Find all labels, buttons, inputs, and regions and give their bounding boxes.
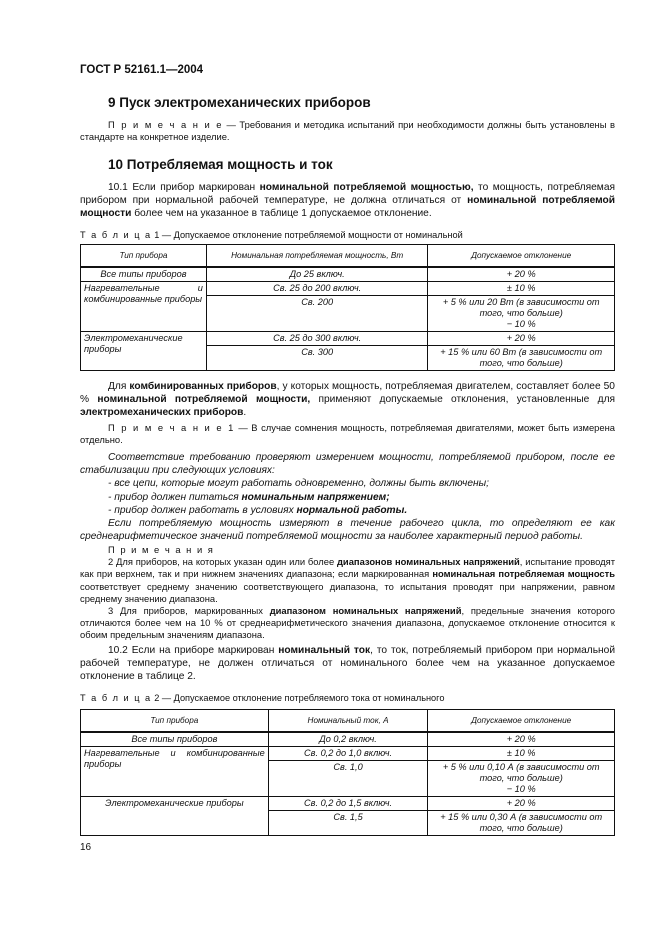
table-cell: + 15 % или 0,30 А (в зависимости от того, что больше) [428, 810, 615, 835]
paragraph-10-2 [80, 644, 615, 684]
term: нормальной работы. [296, 504, 408, 516]
text: 10.2 Если на приборе маркирован [108, 645, 279, 656]
compliance-line [80, 491, 615, 504]
note-2 [80, 556, 615, 605]
table-cell: Св. 25 до 200 включ. [206, 281, 427, 295]
caption-text: 1 — Допускаемое отклонение потребляемой мощности от номинальной [151, 230, 463, 240]
text: то мощность, потребляемая прибором при нормальной рабочей температуре, не должна отличаться от [80, 182, 615, 207]
section-10-title: 10 Потребляемая мощность и ток [108, 157, 333, 172]
compliance-block [80, 451, 615, 543]
table-header: Номинальная потребляемая мощность, Вт [206, 245, 427, 267]
text: , у которых мощность, потребляемая двигателем, составляет более 50 % [80, 381, 615, 406]
table-header: Допускаемое отклонение [428, 710, 615, 732]
table-cell: Св. 0,2 до 1,5 включ. [268, 796, 428, 810]
text: применяют допускаемые отклонения, установленные для [310, 394, 616, 406]
term: комбинированных приборов [129, 381, 277, 392]
table-cell: Св. 1,5 [268, 810, 428, 835]
table-row [81, 746, 615, 760]
table-cell: Св. 1,0 [268, 760, 428, 796]
term: электромеханических приборов [80, 407, 244, 419]
table-cell: До 0,2 включ. [268, 732, 428, 747]
table-row [81, 331, 615, 345]
table-1 [80, 244, 615, 371]
table-cell: Все типы приборов [81, 267, 207, 282]
section-9-title: 9 Пуск электромеханических приборов [108, 95, 371, 110]
term: диапазонов номинальных напряжений [336, 556, 520, 568]
compliance-line: Соответствие требованию проверяют измерением мощности, потребляемой прибором, после ее стабилизации при следующих условиях: [80, 452, 615, 477]
table-cell [428, 760, 615, 796]
text: 10.1 Если прибор маркирован [108, 182, 260, 193]
text: соответствует среднему значению соответствующего диапазона, то испытания проводят при напряжении, равном среднему значению диапазона. [80, 580, 615, 604]
table-cell: + 20 % [428, 732, 615, 747]
table-cell: Св. 200 [206, 295, 427, 331]
text: , то ток, потребляемый прибором при нормальной рабочей температуре, не должен отличаться от номинального более чем на указанное допускаемое отклонение в таблице 2. [80, 645, 616, 683]
table-cell: Нагревательные и комбинированные приборы [81, 746, 269, 796]
term: номинальный ток [278, 645, 371, 656]
caption-label: Т а б л и ц а [80, 693, 152, 703]
note-text: — Требования и методика испытаний при необходимости должны быть установлены в стандарте на конкретное изделие. [80, 119, 615, 143]
table-cell: + 20 % [428, 267, 615, 282]
table-cell: Электромеханические приборы [81, 796, 269, 835]
caption-label: Т а б л и ц а [80, 230, 152, 240]
compliance-line: - все цепи, которые могут работать одновременно, должны быть включены; [108, 478, 489, 490]
notes-label: П р и м е ч а н и я [108, 544, 215, 555]
table-row [81, 281, 615, 295]
table-cell: Электромеханические приборы [81, 331, 207, 370]
term: номинальная потребляемая мощность [432, 568, 615, 580]
table-cell: + 15 % или 60 Вт (в зависимости от того, что больше) [428, 345, 615, 370]
cell-line: + 5 % или 0,10 А (в зависимости от того, что больше) [442, 761, 600, 783]
term: номинальной потребляемой мощностью, [259, 182, 474, 193]
table-cell: Нагревательные и комбинированные приборы [81, 281, 207, 331]
table-header: Допускаемое отклонение [428, 245, 615, 267]
table-1-caption [80, 230, 463, 240]
table-cell: Св. 300 [206, 345, 427, 370]
text: 2 Для приборов, на которых указан один или более [108, 556, 337, 568]
table-row [81, 732, 615, 747]
term: номинальной потребляемой мощности [80, 195, 615, 220]
paragraph-combined [80, 380, 615, 420]
cell-line: − 10 % [506, 783, 536, 794]
notes-block [80, 544, 615, 642]
table-2-caption [80, 693, 444, 703]
text: - прибор должен питаться [108, 491, 242, 503]
cell-line: − 10 % [506, 318, 536, 329]
cell-line: + 5 % или 20 Вт (в зависимости от того, что больше) [442, 296, 600, 318]
section-9-note [80, 119, 615, 143]
compliance-line [80, 504, 615, 517]
table-row [81, 796, 615, 810]
table-cell: + 20 % [428, 331, 615, 345]
table-header: Номинальный ток, А [268, 710, 428, 732]
note-text: — В случае сомнения мощность, потребляемая двигателями, может быть измерена отдельно. [80, 422, 615, 446]
caption-text: 2 — Допускаемое отклонение потребляемого тока от номинального [151, 693, 445, 703]
table-cell: Все типы приборов [81, 732, 269, 747]
note-label: П р и м е ч а н и е 1 [108, 422, 235, 433]
term: диапазоном номинальных напряжений [269, 605, 462, 617]
table-cell: ± 10 % [428, 746, 615, 760]
note-3 [80, 605, 615, 642]
text: , испытание проводят как при верхнем, так и при нижнем значениях диапазона; если маркированная [80, 556, 615, 580]
text: более чем на указанное в таблице 1 допускаемое отклонение. [131, 208, 432, 220]
table-row [81, 267, 615, 282]
table-cell [428, 295, 615, 331]
page-number: 16 [80, 842, 92, 853]
note-label: П р и м е ч а н и е [108, 119, 223, 130]
table-cell: Св. 0,2 до 1,0 включ. [268, 746, 428, 760]
table-header: Тип прибора [81, 710, 269, 732]
paragraph-10-1 [80, 181, 615, 221]
text: , предельные значения которого отличаются более чем на 10 % от среднеарифметического значения диапазона, допускаемое отклонение относится к обоим предельным значениям диапазона. [80, 605, 615, 641]
note-1 [80, 422, 615, 446]
table-header: Тип прибора [81, 245, 207, 267]
table-cell: ± 10 % [428, 281, 615, 295]
table-2 [80, 709, 615, 836]
table-cell: + 20 % [428, 796, 615, 810]
term: номинальным напряжением; [241, 491, 390, 503]
text: 3 Для приборов, маркированных [108, 605, 270, 617]
table-cell: Св. 25 до 300 включ. [206, 331, 427, 345]
document-header: ГОСТ Р 52161.1—2004 [80, 64, 204, 76]
table-cell: До 25 включ. [206, 267, 427, 282]
text: Для [108, 381, 130, 392]
compliance-line: Если потребляемую мощность измеряют в течение рабочего цикла, то определяют ее как среднеарифметическое значений потребляемой мощности за наиболее характерный период работы. [80, 518, 615, 543]
text: . [243, 407, 247, 419]
text: - прибор должен работать в условиях [108, 504, 297, 516]
term: номинальной потребляемой мощности, [97, 394, 311, 406]
